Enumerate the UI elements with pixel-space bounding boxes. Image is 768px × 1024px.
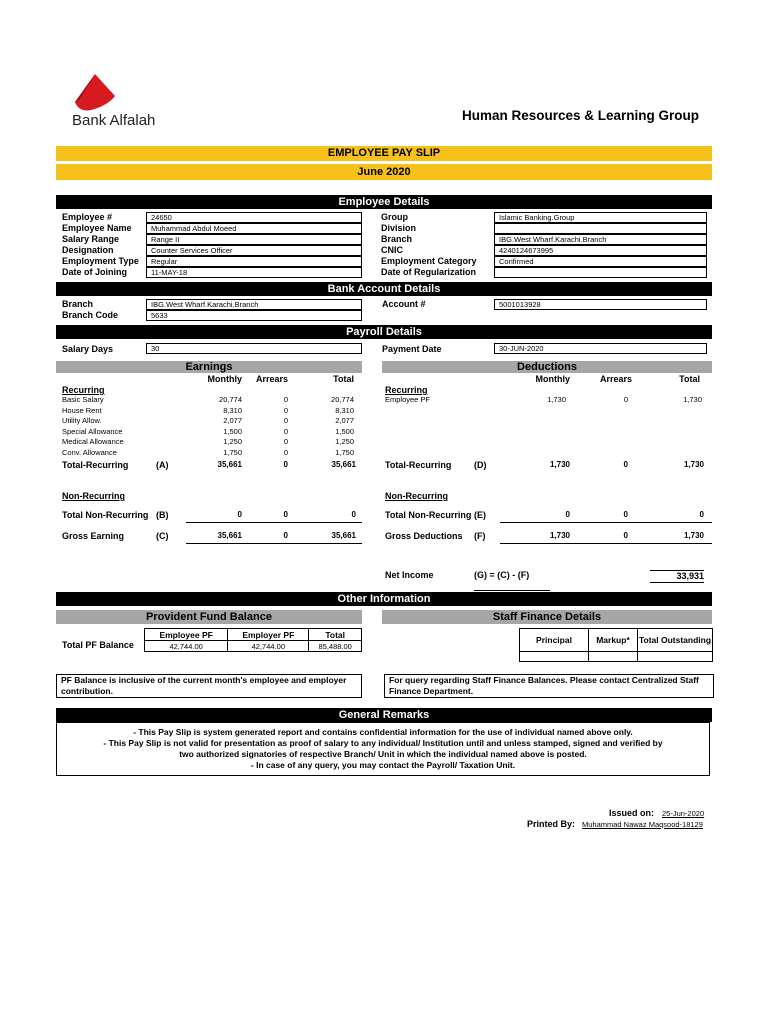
earnings-header: Earnings xyxy=(56,361,362,373)
pf-note: PF Balance is inclusive of the current month's employee and employer contribution. xyxy=(56,674,362,698)
deduction-total-total: 1,730 xyxy=(683,460,704,469)
earn-col-arrears: Arrears xyxy=(255,374,288,384)
issued-on-value: 25-Jun-2020 xyxy=(662,809,705,818)
earning-arrears: 0 xyxy=(283,416,288,426)
employee-detail-label: Employment Type xyxy=(62,256,139,266)
earning-arrears: 0 xyxy=(283,405,288,415)
bank-logo xyxy=(72,74,172,130)
pf-balance-table xyxy=(144,628,362,652)
group-title: Human Resources & Learning Group xyxy=(462,108,700,123)
ded-recurring-label: Recurring xyxy=(385,385,428,395)
remark-line-1: - This Pay Slip is system generated report and contains confidential information for the use of individual named above only. xyxy=(133,727,633,737)
deduction-total-arrears: 0 xyxy=(623,510,628,519)
employee-detail-label: Division xyxy=(381,223,417,233)
pay-slip-title: EMPLOYEE PAY SLIP xyxy=(56,146,712,161)
earning-total: 2,077 xyxy=(335,416,354,426)
employee-detail-value: Counter Services Officer xyxy=(146,245,362,256)
earning-name: Special Allowance xyxy=(62,426,123,436)
employee-detail-value: Range II xyxy=(146,234,362,245)
earn-recurring-label: Recurring xyxy=(62,385,105,395)
pf-employee-value: 42,744.00 xyxy=(145,641,228,652)
deduction-total-monthly: 0 xyxy=(565,510,570,519)
sf-markup-value xyxy=(589,652,638,662)
sf-total-value xyxy=(638,652,713,662)
pf-employer-value: 42,744.00 xyxy=(228,641,309,652)
employee-detail-value xyxy=(494,267,707,278)
employee-detail-value: 11-MAY-18 xyxy=(146,267,362,278)
earning-arrears: 0 xyxy=(283,437,288,447)
branch-label: Branch xyxy=(62,299,94,309)
employee-detail-value: IBG.West Wharf.Karachi.Branch xyxy=(494,234,707,245)
bank-name: Bank Alfalah xyxy=(72,112,156,129)
staff-finance-header: Staff Finance Details xyxy=(382,610,712,624)
pf-col-employer: Employer PF xyxy=(228,629,309,641)
printed-by-value: Muhammad Nawaz Maqsood-18129 xyxy=(582,820,703,829)
deduction-total-arrears: 0 xyxy=(623,531,628,540)
deduction-total-rule xyxy=(500,543,712,544)
net-income-rule xyxy=(474,590,550,591)
bank-account-header: Bank Account Details xyxy=(56,282,712,296)
earning-name: Medical Allowance xyxy=(62,437,124,447)
earning-total: 1,750 xyxy=(335,448,354,457)
salary-days-value: 30 xyxy=(146,343,362,354)
sf-note: For query regarding Staff Finance Balances. Please contact Centralized Staff Finance Department. xyxy=(384,674,714,698)
earning-monthly: 1,500 xyxy=(223,426,242,436)
deduction-total-rule xyxy=(500,522,712,523)
pf-total-value: 85,488.00 xyxy=(309,641,362,652)
earning-total-arrears: 0 xyxy=(283,531,288,540)
earning-total-monthly: 35,661 xyxy=(217,531,242,540)
earning-total: 8,310 xyxy=(335,405,354,415)
ded-non-recurring-label: Non-Recurring xyxy=(385,491,448,501)
employee-detail-label: CNIC xyxy=(381,245,403,255)
deductions-header: Deductions xyxy=(382,361,712,373)
employee-detail-label: Employee # xyxy=(62,212,113,222)
employee-detail-value: Muhammad Abdul Moeed xyxy=(146,223,362,234)
other-info-header: Other Information xyxy=(56,592,712,606)
employee-detail-label: Branch xyxy=(381,234,413,244)
deduction-total-arrears: 0 xyxy=(623,460,628,469)
deduction-total: 1,730 xyxy=(683,395,702,404)
pay-period: June 2020 xyxy=(56,164,712,180)
earning-name: House Rent xyxy=(62,405,102,415)
ded-col-arrears: Arrears xyxy=(599,374,632,384)
account-label: Account # xyxy=(382,299,426,309)
earning-total-total: 35,661 xyxy=(331,531,356,540)
bank-logo-icon xyxy=(75,74,115,112)
earning-monthly: 1,750 xyxy=(223,448,242,457)
pf-col-employee: Employee PF xyxy=(145,629,228,641)
sf-col-total-outstanding: Total Outstanding xyxy=(638,629,713,652)
employee-detail-value: Islamic Banking.Group xyxy=(494,212,707,223)
deduction-total-code: (E) xyxy=(474,510,486,520)
earn-col-total: Total xyxy=(333,374,354,384)
earning-total-code: (A) xyxy=(156,460,169,470)
sf-principal-value xyxy=(520,652,589,662)
net-income-label: Net Income xyxy=(385,570,434,580)
deduction-name: Employee PF xyxy=(385,395,431,404)
earning-monthly: 8,310 xyxy=(223,405,242,415)
branch-code-value: 5633 xyxy=(146,310,362,321)
staff-finance-table xyxy=(519,628,713,662)
earning-total: 20,774 xyxy=(331,395,354,404)
earning-monthly: 1,250 xyxy=(223,437,242,447)
earning-total-code: (C) xyxy=(156,531,169,541)
earn-non-recurring-label: Non-Recurring xyxy=(62,491,125,501)
total-pf-balance-label: Total PF Balance xyxy=(62,640,134,650)
earning-arrears: 0 xyxy=(283,395,288,404)
employee-detail-label: Date of Regularization xyxy=(381,267,477,277)
employee-detail-value xyxy=(494,223,707,234)
employee-detail-label: Designation xyxy=(62,245,114,255)
earning-total-arrears: 0 xyxy=(283,510,288,519)
earning-total-code: (B) xyxy=(156,510,169,520)
deduction-total-total: 0 xyxy=(699,510,704,519)
payment-date-value: 30-JUN-2020 xyxy=(494,343,707,354)
earning-name: Basic Salary xyxy=(62,395,104,404)
payment-date-label: Payment Date xyxy=(382,344,442,354)
deduction-total-monthly: 1,730 xyxy=(549,531,570,540)
earning-total-label: Gross Earning xyxy=(62,531,125,541)
sf-col-principal: Principal xyxy=(520,629,589,652)
employee-detail-label: Employment Category xyxy=(381,256,477,266)
deduction-total-code: (D) xyxy=(474,460,487,470)
branch-code-label: Branch Code xyxy=(62,310,119,320)
account-value: 5001013928 xyxy=(494,299,707,310)
earning-arrears: 0 xyxy=(283,448,288,457)
earning-monthly: 20,774 xyxy=(219,395,242,404)
employee-detail-value: 24650 xyxy=(146,212,362,223)
remark-line-3: - In case of any query, you may contact the Payroll/ Taxation Unit. xyxy=(250,760,516,770)
earning-name: Utility Allow. xyxy=(62,416,102,426)
earning-monthly: 2,077 xyxy=(223,416,242,426)
ded-col-monthly: Monthly xyxy=(535,374,570,384)
remark-line-2: - This Pay Slip is not valid for presentation as proof of salary to any individual/ Institution until and unless stamped, signed and verified by two authorized signatories of respective Branch/ Unit in which the individual named above is posted. xyxy=(103,738,663,759)
earning-total-rule xyxy=(186,522,362,523)
printed-by-label: Printed By: xyxy=(526,819,575,829)
earning-total-total: 35,661 xyxy=(331,460,356,469)
deduction-total-label: Total-Recurring xyxy=(385,460,452,470)
net-income-value: 33,931 xyxy=(650,570,704,583)
earning-total: 1,500 xyxy=(335,426,354,436)
earning-arrears: 0 xyxy=(283,426,288,436)
earning-total-label: Total Non-Recurring xyxy=(62,510,149,520)
deduction-total-monthly: 1,730 xyxy=(549,460,570,469)
pf-col-total: Total xyxy=(309,629,362,641)
salary-days-label: Salary Days xyxy=(62,344,114,354)
deduction-total-code: (F) xyxy=(474,531,486,541)
employee-detail-label: Date of Joining xyxy=(62,267,127,277)
employee-detail-value: Regular xyxy=(146,256,362,267)
earning-total: 1,250 xyxy=(335,437,354,447)
deduction-total-label: Gross Deductions xyxy=(385,531,463,541)
earning-total-rule xyxy=(186,543,362,544)
employee-details-header: Employee Details xyxy=(56,195,712,209)
earn-col-monthly: Monthly xyxy=(207,374,242,384)
deduction-total-total: 1,730 xyxy=(683,531,704,540)
employee-detail-value: 4240124673995 xyxy=(494,245,707,256)
pf-balance-header: Provident Fund Balance xyxy=(56,610,362,624)
earning-total-monthly: 35,661 xyxy=(217,460,242,469)
branch-value: IBG.West Wharf.Karachi.Branch xyxy=(146,299,362,310)
payroll-header: Payroll Details xyxy=(56,325,712,339)
employee-detail-value: Confirmed xyxy=(494,256,707,267)
earning-total-arrears: 0 xyxy=(283,460,288,469)
deduction-arrears: 0 xyxy=(623,395,628,404)
earning-total-label: Total-Recurring xyxy=(62,460,129,470)
earning-total-total: 0 xyxy=(351,510,356,519)
employee-detail-label: Salary Range xyxy=(62,234,120,244)
earning-name: Conv. Allowance xyxy=(62,448,117,457)
deduction-monthly: 1,730 xyxy=(547,395,566,404)
earning-total-monthly: 0 xyxy=(237,510,242,519)
deduction-total-label: Total Non-Recurring xyxy=(385,510,472,520)
ded-col-total: Total xyxy=(679,374,700,384)
employee-detail-label: Group xyxy=(381,212,408,222)
issued-on-label: Issued on: xyxy=(608,808,654,818)
net-income-formula: (G) = (C) - (F) xyxy=(474,570,530,580)
sf-col-markup: Markup* xyxy=(589,629,638,652)
general-remarks-header: General Remarks xyxy=(56,708,712,722)
remarks-box xyxy=(56,722,710,776)
employee-detail-label: Employee Name xyxy=(62,223,132,233)
